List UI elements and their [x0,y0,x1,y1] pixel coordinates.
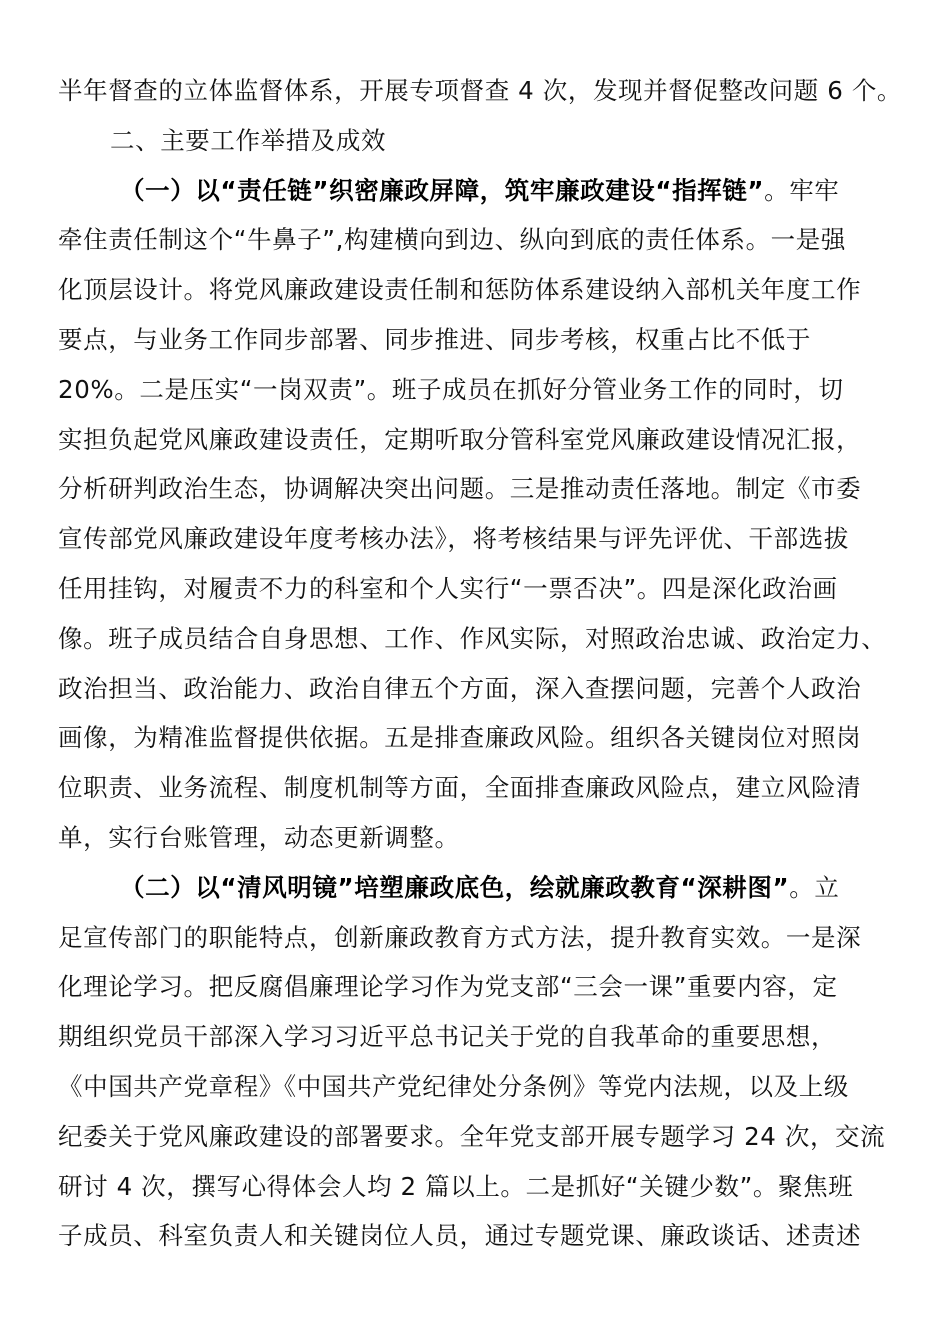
text-line: 任用挂钩，对履责不力的科室和个人实行“一票否决”。四是深化政治画 [58,573,838,603]
text-line: 宣传部党风廉政建设年度考核办法》，将考核结果与评先评优、干部选拔 [58,524,849,554]
subsection-heading-2 [58,863,888,913]
section-heading-text: 二、主要工作举措及成效 [110,125,387,155]
paragraph-line [58,962,888,1012]
paragraph-line [58,1162,888,1212]
text-line: 研讨 4 次，撰写心得体会人均 2 篇以上。二是抓好“关键少数”。聚焦班 [58,1171,854,1201]
paragraph-line [58,813,888,863]
paragraph-line [58,1112,888,1162]
paragraph-line [58,365,888,415]
paragraph-line [58,265,888,315]
text-line: 纪委关于党风廉政建设的部署要求。全年党支部开展专题学习 24 次，交流 [58,1121,886,1151]
text-line: 足宣传部门的职能特点，创新廉政教育方式方法，提升教育实效。一是深 [58,922,862,952]
paragraph-line [58,913,888,963]
paragraph-line [58,66,903,116]
text-line: 期组织党员干部深入学习习近平总书记关于党的自我革命的重要思想， [58,1022,837,1052]
text-line: 牵住责任制这个“牛鼻子”,构建横向到边、纵向到底的责任体系。一是强 [58,225,846,255]
text-line: 实担负起党风廉政建设责任，定期听取分管科室党风廉政建设情况汇报， [58,424,862,454]
text-line: 《中国共产党章程》《中国共产党纪律处分条例》等党内法规，以及上级 [58,1071,849,1101]
text-line: 化理论学习。把反腐倡廉理论学习作为党支部“三会一课”重要内容，定 [58,972,838,1002]
text-line: 政治担当、政治能力、政治自律五个方面，深入查摆问题，完善个人政治 [58,673,862,703]
paragraph-line [58,1062,888,1112]
text-line: 要点，与业务工作同步部署、同步推进、同步考核，权重占比不低于 [58,324,811,354]
paragraph-line [58,1211,888,1261]
subsection-title: （二）以“清风明镜”培塑廉政底色，绘就廉政教育“深耕图” [120,872,790,902]
text-line: 像。班子成员结合自身思想、工作、作风实际，对照政治忠诚、政治定力、 [58,623,887,653]
section-heading [58,116,888,166]
paragraph-line [58,514,888,564]
paragraph-line [58,614,888,664]
paragraph-line [58,315,888,365]
paragraph-line [58,763,888,813]
paragraph-line [58,215,888,265]
paragraph-line [58,564,888,614]
subsection-title: （一）以“责任链”织密廉政屏障，筑牢廉政建设“指挥链” [120,175,765,205]
paragraph-line [58,1012,888,1062]
text-line: 位职责、业务流程、制度机制等方面，全面排查廉政风险点，建立风险清 [58,773,862,803]
paragraph-line [58,415,888,465]
paragraph-line [58,664,888,714]
subsection-heading-1 [58,166,888,216]
paragraph-line [58,464,888,514]
text-line: 化顶层设计。将党风廉政建设责任制和惩防体系建设纳入部机关年度工作 [58,275,862,305]
text-line: 分析研判政治生态，协调解决突出问题。三是推动责任落地。制定《市委 [58,474,862,504]
document-body [58,66,903,1261]
text-line: 。牢牢 [764,175,840,205]
text-line: 半年督查的立体监督体系，开展专项督查 4 次，发现并督促整改问题 6 个。 [58,76,903,105]
text-line: 单，实行台账管理，动态更新调整。 [58,822,460,852]
text-line: 。立 [789,872,840,902]
paragraph-line [58,713,888,763]
text-line: 20%。二是压实“一岗双责”。班子成员在抓好分管业务工作的同时，切 [58,374,844,404]
text-line: 画像，为精准监督提供依据。五是排查廉政风险。组织各关键岗位对照岗 [58,723,862,753]
text-line: 子成员、科室负责人和关键岗位人员，通过专题党课、廉政谈话、述责述 [58,1221,862,1251]
